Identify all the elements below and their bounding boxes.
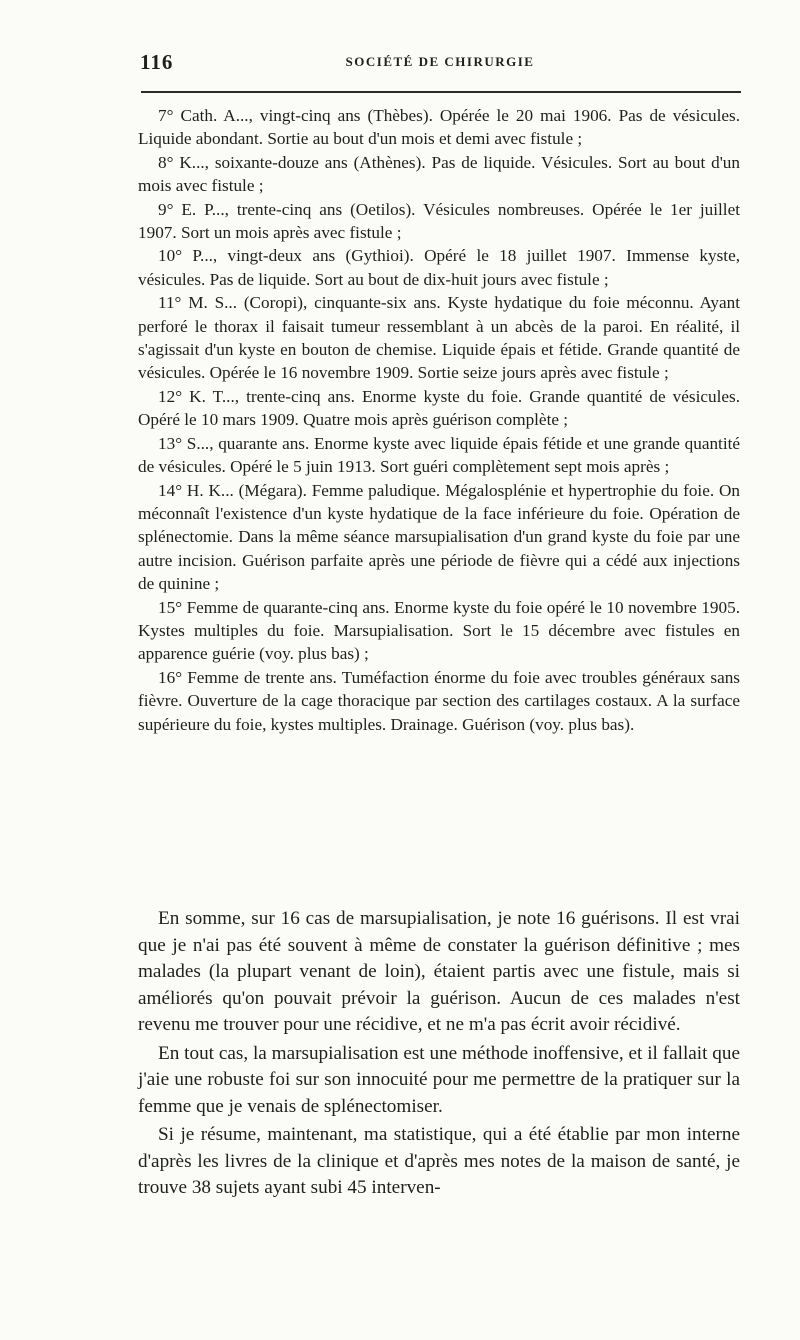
case-list (138, 104, 740, 736)
case-item: 13° S..., quarante ans. Enorme kyste avec liquide épais fétide et une grande quantité de vésicules. Opéré le 5 juin 1913. Sort guéri complètement sept mois après ; (138, 433, 740, 477)
page-number: 116 (140, 50, 174, 74)
case-item: 16° Femme de trente ans. Tuméfaction énorme du foie avec troubles généraux sans fièvre. Ouverture de la cage thoracique par section des cartilages costaux. A la surface supérieure du foie, kystes multiples. Drainage. Guérison (voy. plus bas). (138, 667, 740, 734)
body-text (138, 906, 740, 1202)
case-item: 9° E. P..., trente-cinq ans (Oetilos). Vésicules nombreuses. Opérée le 1er juillet 1907. Sort un mois après avec fistule ; (138, 199, 740, 243)
paragraph: En tout cas, la marsupialisation est une méthode inoffensive, et il fallait que j'aie une robuste foi sur son innocuité pour me permettre de la pratiquer sur la femme que je venais de splénectomiser. (138, 1042, 740, 1117)
page-header (140, 50, 740, 76)
case-item: 14° H. K... (Mégara). Femme paludique. Mégalosplénie et hypertrophie du foie. On méconnaît l'existence d'un kyste hydatique de la face inférieure du foie. Opération de splénectomie. Dans la même séance marsupialisation d'un grand kyste du foie par une autre incision. Guérison parfaite après une période de fièvre qui a cédé aux injections de quinine ; (138, 480, 740, 594)
case-item: 12° K. T..., trente-cinq ans. Enorme kyste du foie. Grande quantité de vésicules. Opéré le 10 mars 1909. Quatre mois après guérison complète ; (138, 386, 740, 430)
paragraph: Si je résume, maintenant, ma statistique, qui a été établie par mon interne d'après les livres de la clinique et d'après mes notes de la maison de santé, je trouve 38 sujets ayant subi 45 interven- (138, 1124, 740, 1198)
header-rule (141, 91, 741, 93)
case-item: 8° K..., soixante-douze ans (Athènes). Pas de liquide. Vésicules. Sort au bout d'un mois avec fistule ; (138, 152, 740, 196)
case-item: 15° Femme de quarante-cinq ans. Enorme kyste du foie opéré le 10 novembre 1905. Kystes multiples du foie. Marsupialisation. Sort le 15 décembre avec fistules en apparence guérie (voy. plus bas) ; (138, 597, 740, 664)
running-title: SOCIÉTÉ DE CHIRURGIE (345, 54, 535, 69)
case-item: 7° Cath. A..., vingt-cinq ans (Thèbes). Opérée le 20 mai 1906. Pas de vésicules. Liquide abondant. Sortie au bout d'un mois et demi avec fistule ; (138, 106, 740, 149)
paragraph: En somme, sur 16 cas de marsupialisation, je note 16 guérisons. Il est vrai que je n'ai pas été souvent à même de constater la guérison définitive ; mes malades (la plupart venant de loin), étaient partis avec une fistule, mais si améliorés qu'on pouvait prévoir la guérison. Aucun de ces malades n'est revenu me trouver pour une récidive, et ne m'a pas écrit avoir récidivé. (138, 908, 740, 1035)
case-item: 10° P..., vingt-deux ans (Gythioi). Opéré le 18 juillet 1907. Immense kyste, vésicules. Pas de liquide. Sort au bout de dix-huit jours avec fistule ; (138, 246, 740, 289)
case-item: 11° M. S... (Coropi), cinquante-six ans. Kyste hydatique du foie méconnu. Ayant perforé le thorax il faisait tumeur ressemblant à un abcès de la paroi. En réalité, il s'agissait d'un kyste en bouton de chemise. Liquide épais et fétide. Grande quantité de vésicules. Opérée le 16 novembre 1909. Sortie seize jours après avec fistule ; (138, 293, 740, 383)
